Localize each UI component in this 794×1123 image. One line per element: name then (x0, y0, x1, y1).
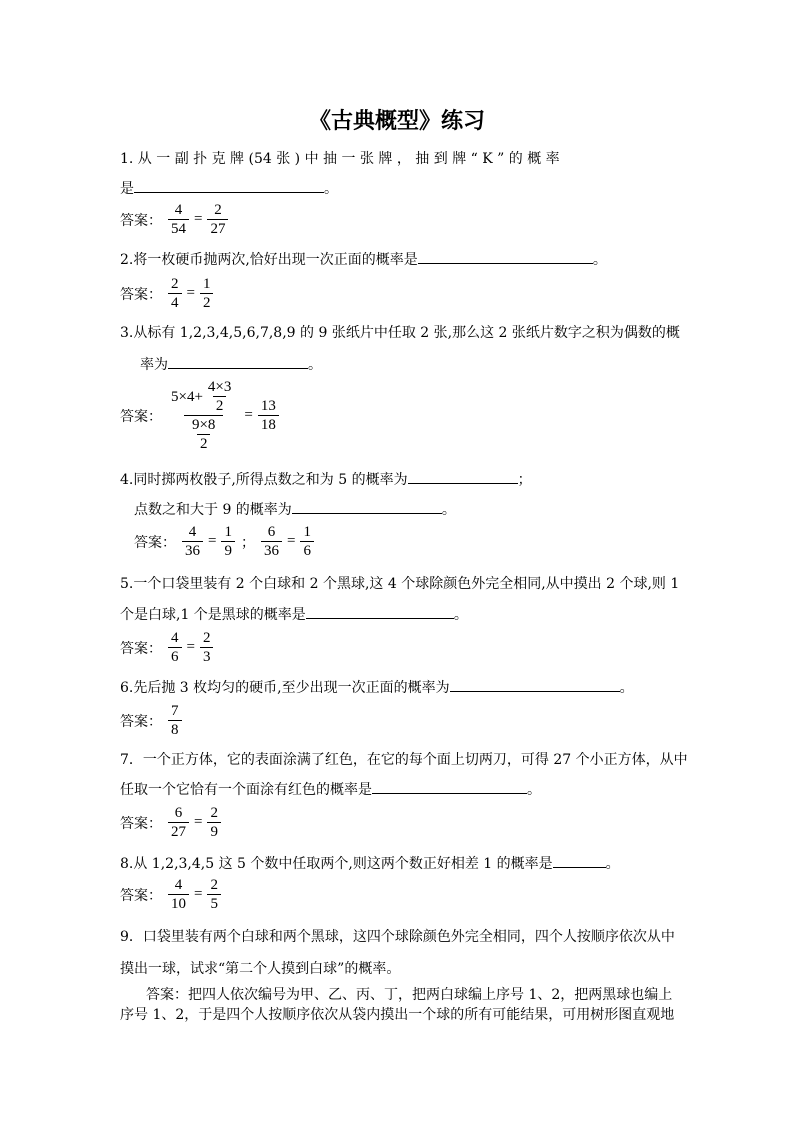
question-8-suffix: 。 (605, 856, 620, 872)
numerator: 2 (171, 276, 179, 292)
fraction (200, 629, 214, 666)
denominator: 2 (213, 396, 227, 415)
question-6-suffix: 。 (619, 680, 634, 696)
answer-blank (418, 249, 593, 264)
answer-label: 答案： (120, 640, 162, 657)
denominator: 2 (200, 293, 214, 312)
question-2-suffix: 。 (592, 252, 607, 268)
numerator: 2 (210, 877, 218, 893)
numerator: 13 (260, 398, 276, 414)
numerator: 6 (174, 805, 183, 821)
question-7-line2 (120, 779, 541, 799)
answer-label: 答案： (120, 815, 162, 832)
fraction (168, 629, 182, 666)
numerator: 2 (202, 630, 211, 646)
question-4-suffix-2: 。 (441, 502, 456, 518)
question-5-text: 个是白球,1 个是黑球的概率是 (120, 607, 306, 623)
fraction (261, 523, 282, 560)
fraction (168, 275, 182, 312)
answer-5 (120, 629, 215, 666)
numerator: 7 (171, 703, 179, 719)
question-6 (120, 677, 634, 697)
question-5-line2 (120, 604, 468, 624)
fraction (221, 523, 235, 560)
question-7-line1: 7．一个正方体，它的表面涂满了红色，在它的每个面上切两刀，可得 27 个小正方体，从中 (120, 752, 688, 768)
answer-1 (120, 201, 230, 238)
question-7-text: 任取一个它恰有一个面涂有红色的概率是 (120, 782, 372, 798)
answer-blank (372, 779, 527, 794)
numerator: 4 (188, 524, 197, 540)
answer-blank (306, 604, 454, 619)
denominator: 10 (168, 894, 189, 913)
answer-blank (292, 499, 442, 514)
denominator: 54 (168, 219, 189, 238)
answer-blank (408, 469, 518, 484)
numerator: 4 (174, 202, 183, 218)
denominator: 27 (168, 822, 189, 841)
denominator: 27 (207, 219, 228, 238)
answer-9-line2: 序号 1、2，于是四个人按顺序依次从袋内摸出一个球的所有可能结果，可用树形图直观地 (120, 1007, 675, 1023)
equals-sign: = (194, 814, 203, 830)
fraction (182, 523, 203, 560)
compound-numerator (168, 378, 239, 415)
denominator: 36 (261, 541, 282, 560)
question-5-suffix: 。 (453, 607, 468, 623)
denominator: 36 (182, 541, 203, 560)
numerator: 1 (224, 524, 232, 540)
numerator: 1 (202, 276, 211, 292)
numerator: 2 (210, 805, 218, 821)
numerator: 4×3 (207, 379, 232, 395)
separator: ； (240, 534, 255, 551)
answer-label: 答案： (120, 713, 162, 730)
question-9-line1: 9．口袋里装有两个白球和两个黑球，这四个球除颜色外完全相同，四个人按顺序依次从中 (120, 929, 675, 945)
answer-8 (120, 876, 223, 913)
equals-sign: = (194, 211, 203, 227)
answer-4 (134, 523, 316, 560)
numerator-term: 5×4+ (171, 388, 203, 405)
fraction (168, 804, 189, 841)
question-7-suffix: 。 (527, 782, 541, 798)
fraction (300, 523, 314, 560)
question-3-suffix: 。 (308, 357, 322, 373)
numerator: 1 (303, 524, 311, 540)
fraction (200, 275, 214, 312)
question-1-line1: 1. 从 一 副 扑 克 牌 (54 张 ) 中 抽 一 张 牌 ， 抽 到 牌 “ K ” 的 概 率 (120, 151, 560, 167)
fraction (168, 201, 189, 238)
fraction (207, 876, 221, 913)
question-2-text: 2.将一枚硬币抛两次,恰好出现一次正面的概率是 (120, 252, 418, 268)
answer-blank (134, 178, 324, 193)
denominator: 8 (168, 720, 182, 739)
question-6-text: 6.先后抛 3 枚均匀的硬币,至少出现一次正面的概率为 (120, 680, 450, 696)
question-3-line2 (140, 354, 322, 374)
fraction (258, 397, 279, 434)
question-4-line1 (120, 469, 532, 489)
denominator: 3 (200, 647, 214, 666)
question-4-text: 4.同时掷两枚骰子,所得点数之和为 5 的概率为 (120, 472, 408, 488)
fraction (207, 804, 221, 841)
compound-fraction (168, 378, 239, 453)
answer-2 (120, 275, 215, 312)
numerator: 6 (267, 524, 276, 540)
denominator: 2 (197, 434, 211, 453)
fraction (168, 876, 189, 913)
question-4-line2 (134, 499, 456, 519)
question-1-prefix: 是 (120, 181, 134, 197)
fraction (168, 702, 182, 739)
answer-label: 答案： (120, 408, 162, 425)
question-8-text: 8.从 1,2,3,4,5 这 5 个数中任取两个,则这两个数正好相差 1 的概率是 (120, 856, 553, 872)
answer-7 (120, 804, 223, 841)
equals-sign: = (194, 886, 203, 902)
answer-9-line1: 答案：把四人依次编号为甲、乙、丙、丁，把两白球编上序号 1、2，把两黑球也编上 (146, 987, 673, 1003)
compound-denominator (184, 415, 223, 453)
question-3-prefix: 率为 (140, 357, 168, 373)
numerator: 2 (214, 202, 222, 218)
answer-3 (120, 378, 281, 453)
equals-sign: = (244, 407, 253, 423)
answer-label: 答案： (120, 212, 162, 229)
answer-label: 答案： (120, 887, 162, 904)
denominator: 9 (207, 822, 221, 841)
answer-blank (553, 853, 606, 868)
denominator: 5 (207, 894, 221, 913)
denominator: 6 (168, 647, 182, 666)
denominator: 18 (258, 415, 279, 434)
question-9-line2: 摸出一球，试求“第二个人摸到白球”的概率。 (120, 961, 401, 977)
answer-blank (168, 354, 308, 369)
equals-sign: = (186, 285, 195, 301)
fraction (205, 378, 234, 415)
fraction (207, 201, 228, 238)
answer-6 (120, 702, 184, 739)
answer-blank (450, 677, 620, 692)
question-1-line2 (120, 178, 338, 198)
question-3-line1: 3.从标有 1,2,3,4,5,6,7,8,9 的 9 张纸片中任取 2 张,那么这 2 张纸片数字之积为偶数的概 (120, 325, 680, 341)
equals-sign: = (286, 533, 296, 549)
denominator: 6 (300, 541, 314, 560)
question-4-suffix: ； (517, 472, 532, 488)
fraction (189, 416, 218, 453)
denominator: 4 (168, 293, 182, 312)
equals-sign: = (186, 639, 195, 655)
answer-label: 答案： (120, 286, 162, 303)
question-5-line1: 5.一个口袋里装有 2 个白球和 2 个黑球,这 4 个球除颜色外完全相同,从中摸出 2 个球,则 1 (120, 576, 680, 592)
question-2 (120, 249, 607, 269)
page-title: 《古典概型》练习 (308, 108, 485, 134)
numerator: 9×8 (191, 417, 216, 433)
denominator: 9 (221, 541, 235, 560)
answer-label: 答案： (134, 534, 176, 551)
question-1-suffix: 。 (324, 181, 338, 197)
numerator: 4 (174, 877, 183, 893)
numerator: 4 (171, 630, 179, 646)
question-4-text-2: 点数之和大于 9 的概率为 (134, 502, 292, 518)
question-8 (120, 853, 620, 873)
equals-sign: = (208, 533, 217, 549)
